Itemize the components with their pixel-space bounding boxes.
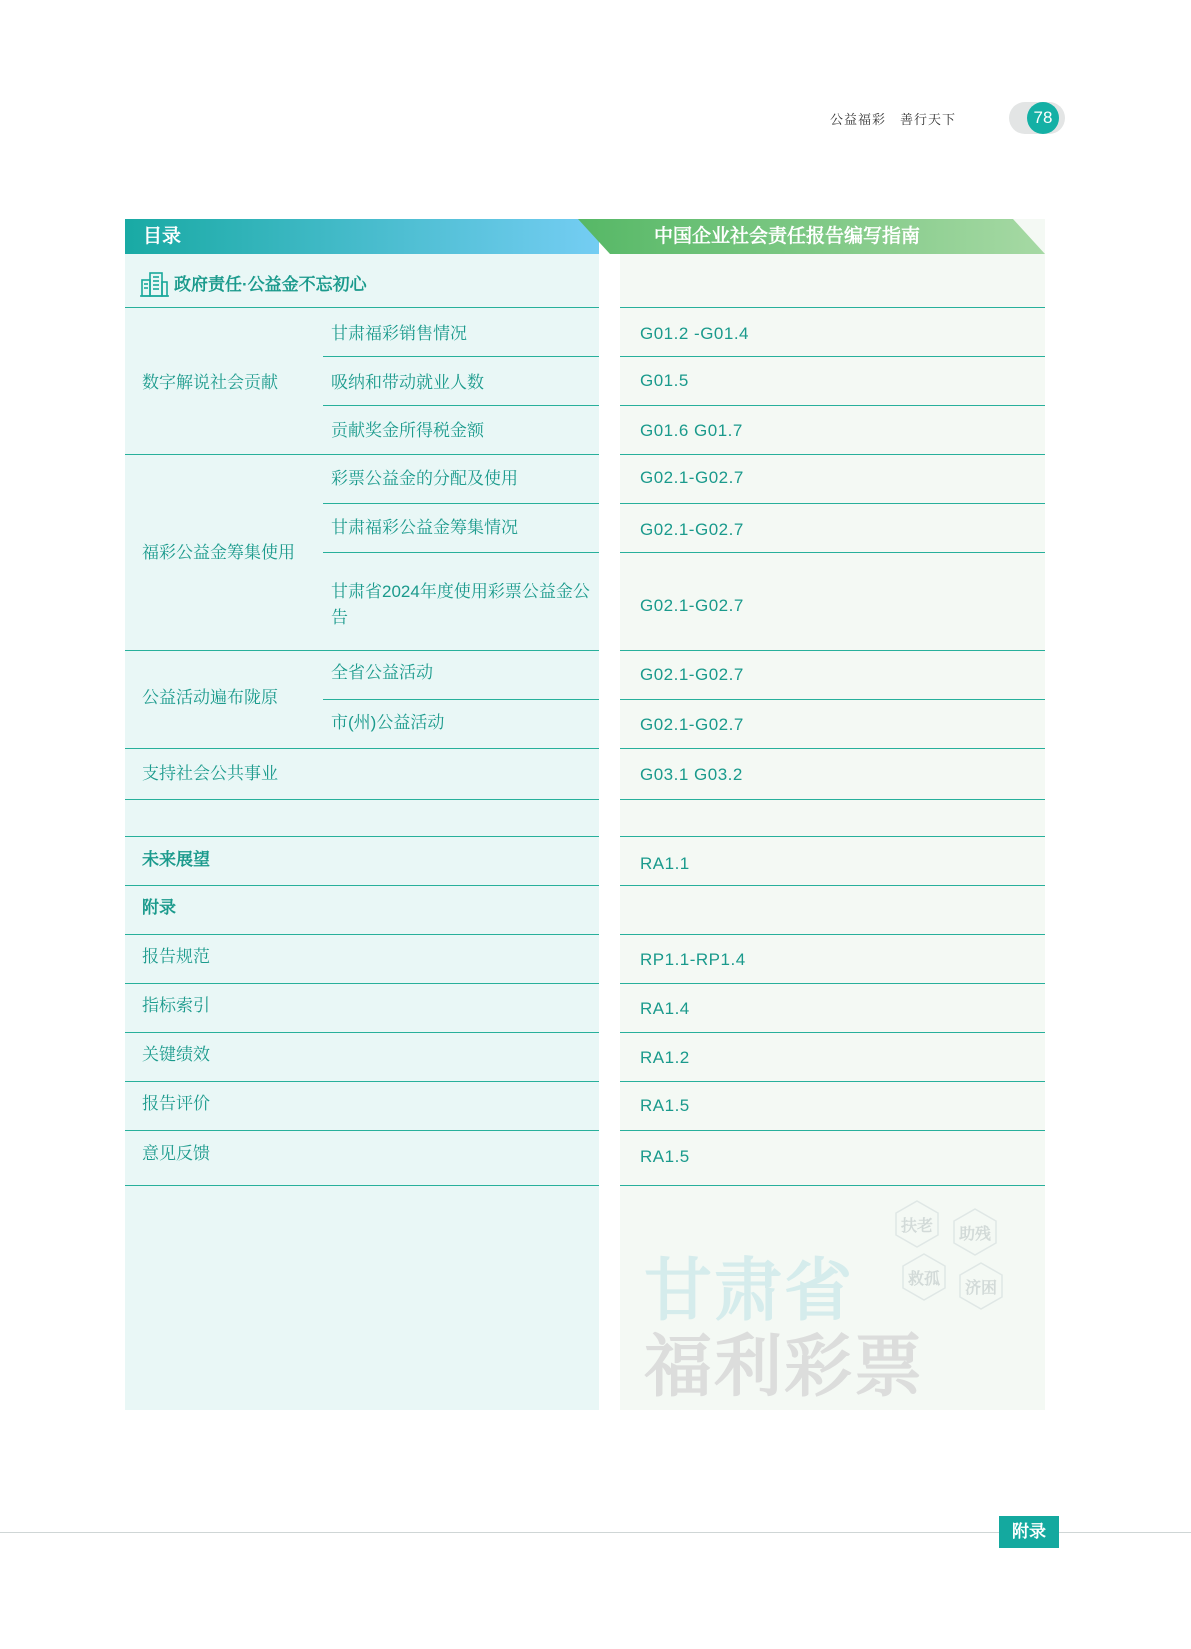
toc-item: 支持社会公共事业 <box>142 764 278 783</box>
row-divider <box>620 983 1045 984</box>
row-divider <box>125 934 599 935</box>
guide-code: G02.1-G02.7 <box>640 468 744 487</box>
guide-header-title: 中国企业社会责任报告编写指南 <box>654 226 921 247</box>
row-divider <box>323 405 599 406</box>
row-divider <box>323 699 599 700</box>
toc-item: 甘肃福彩销售情况 <box>331 324 467 343</box>
group-label: 公益活动遍布陇原 <box>142 688 278 707</box>
guide-code: G02.1-G02.7 <box>640 665 744 684</box>
row-divider <box>620 836 1045 837</box>
group-label: 福彩公益金筹集使用 <box>142 543 295 562</box>
guide-code: RA1.5 <box>640 1096 690 1115</box>
hex-label: 扶老 <box>900 1218 933 1235</box>
toc-header-bar <box>125 219 599 254</box>
toc-item: 关键绩效 <box>142 1045 210 1064</box>
guide-code: RA1.2 <box>640 1048 690 1067</box>
toc-item: 市(州)公益活动 <box>331 713 445 732</box>
row-divider <box>125 799 599 800</box>
toc-item: 全省公益活动 <box>331 663 433 682</box>
row-divider <box>620 748 1045 749</box>
row-divider <box>323 503 599 504</box>
toc-item: 报告评价 <box>142 1094 210 1113</box>
row-divider <box>620 1032 1045 1033</box>
hex-label: 助残 <box>958 1226 991 1243</box>
toc-item: 附录 <box>142 898 176 917</box>
section-title: 政府责任·公益金不忘初心 <box>174 275 367 294</box>
slogan-right: 善行天下 <box>900 113 957 128</box>
toc-item: 甘肃福彩公益金筹集情况 <box>331 518 518 537</box>
row-divider <box>125 836 599 837</box>
row-divider <box>620 885 1045 886</box>
section-tab: 附录 <box>999 1516 1059 1548</box>
guide-code: G03.1 G03.2 <box>640 765 743 784</box>
row-divider <box>620 1185 1045 1186</box>
row-divider <box>620 650 1045 651</box>
row-divider <box>620 934 1045 935</box>
hex-label: 救孤 <box>907 1271 940 1288</box>
row-divider <box>620 699 1045 700</box>
group-label: 数字解说社会贡献 <box>142 373 278 392</box>
guide-code: RP1.1-RP1.4 <box>640 950 746 969</box>
toc-item: 甘肃省2024年度使用彩票公益金公告 <box>331 582 590 627</box>
guide-header <box>578 219 1045 254</box>
guide-code: G01.5 <box>640 371 689 390</box>
guide-code: G02.1-G02.7 <box>640 715 744 734</box>
guide-code: G01.2 -G01.4 <box>640 324 750 343</box>
toc-item: 彩票公益金的分配及使用 <box>331 469 518 488</box>
toc-item: 指标索引 <box>142 996 210 1015</box>
toc-column <box>125 219 599 1410</box>
watermark-line2: 福利彩票 <box>644 1329 925 1405</box>
row-divider <box>125 650 599 651</box>
row-divider <box>125 1185 599 1186</box>
guide-code: RA1.5 <box>640 1147 690 1166</box>
row-divider <box>125 983 599 984</box>
row-divider <box>620 503 1045 504</box>
page-number: 78 <box>1027 102 1059 134</box>
guide-code: G01.6 G01.7 <box>640 421 743 440</box>
guide-code: G02.1-G02.7 <box>640 520 744 539</box>
guide-code: RA1.1 <box>640 854 690 873</box>
row-divider <box>620 405 1045 406</box>
toc-item: 贡献奖金所得税金额 <box>331 421 484 440</box>
toc-item: 报告规范 <box>142 947 210 966</box>
watermark-line1: 甘肃省 <box>644 1253 855 1329</box>
row-divider <box>323 356 599 357</box>
row-divider <box>620 1130 1045 1131</box>
row-divider <box>620 799 1045 800</box>
row-divider <box>125 885 599 886</box>
row-divider <box>620 1081 1045 1082</box>
hex-label: 济困 <box>964 1280 997 1297</box>
slogan-left: 公益福彩 <box>830 113 887 128</box>
guide-code: RA1.4 <box>640 999 690 1018</box>
row-divider <box>125 1081 599 1082</box>
row-divider <box>620 552 1045 553</box>
toc-header-title: 目录 <box>143 226 182 247</box>
row-divider <box>125 307 599 308</box>
row-divider <box>620 307 1045 308</box>
toc-item: 意见反馈 <box>142 1144 210 1163</box>
toc-item: 吸纳和带动就业人数 <box>331 373 484 392</box>
guide-code: G02.1-G02.7 <box>640 596 744 615</box>
building-icon <box>139 270 169 298</box>
row-divider <box>125 1130 599 1131</box>
row-divider <box>620 356 1045 357</box>
toc-item: 未来展望 <box>142 850 210 869</box>
row-divider <box>125 748 599 749</box>
row-divider <box>323 552 599 553</box>
row-divider <box>125 1032 599 1033</box>
header-slogan <box>830 109 1010 128</box>
toc-header <box>125 219 599 254</box>
row-divider <box>125 454 599 455</box>
row-divider <box>620 454 1045 455</box>
